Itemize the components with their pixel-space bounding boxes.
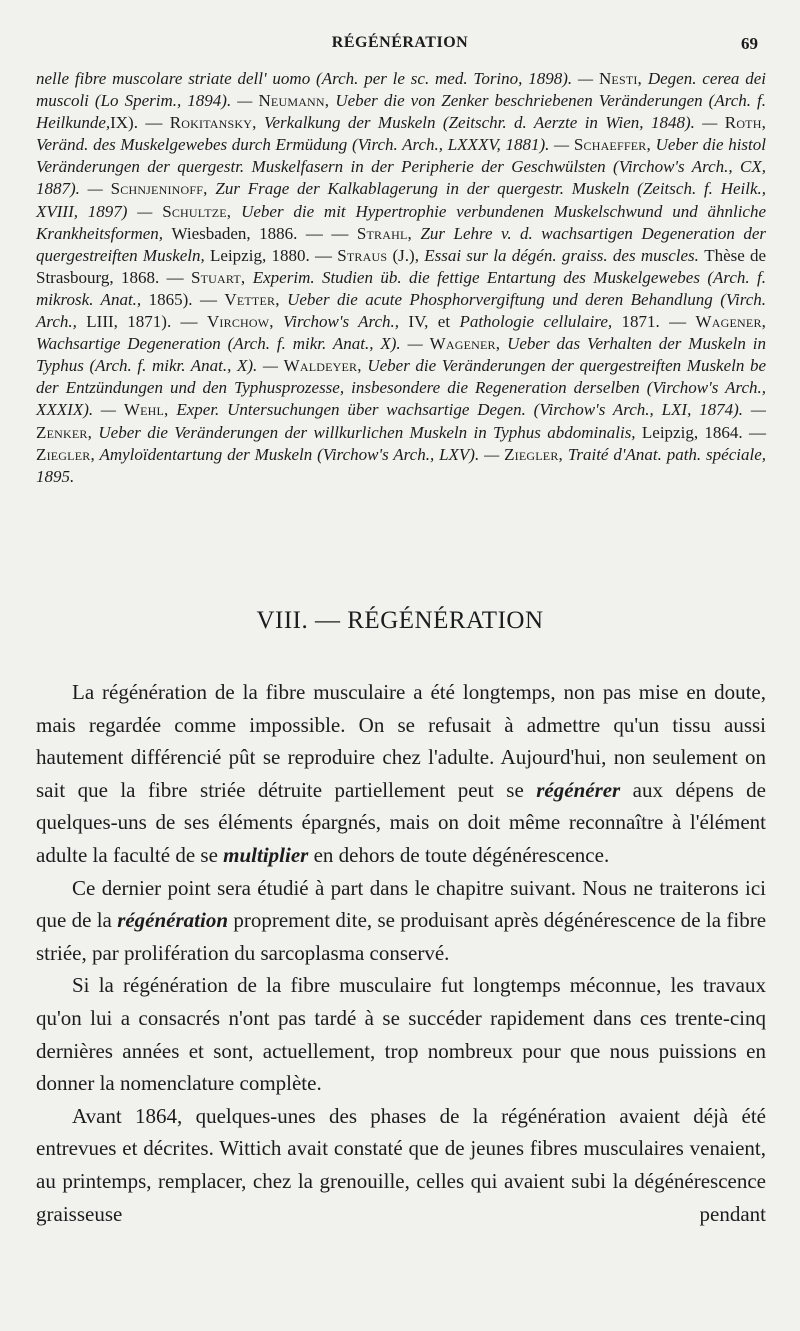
bib-author: Roth,: [724, 113, 767, 133]
bib-text-roman: Leipzig, 1880. —: [210, 245, 332, 265]
section-title: VIII. — RÉGÉNÉRATION: [256, 607, 544, 634]
bib-text: Traité d'Anat. path. spéciale, 1895.: [36, 444, 766, 486]
bib-author: Neumann,: [258, 91, 330, 111]
bib-text: Virchow's Arch.,: [283, 312, 400, 332]
bib-author: Ziegler,: [36, 444, 95, 464]
page-number: 69: [741, 34, 758, 53]
bib-text-roman: Thèse de Strasbourg, 1868. —: [36, 245, 767, 287]
bib-author: Ziegler,: [504, 444, 563, 464]
emphasis: multiplier: [223, 842, 309, 867]
bib-text: Ueber das Verhalten der Muskeln in Typhus (Arch. f. mikr. Anat., X). —: [36, 334, 767, 376]
bib-author: Schultze,: [162, 201, 232, 221]
bib-text-roman: 1871. —: [621, 312, 687, 332]
bib-text: Zur Lehre v. d. wachsartigen Degeneration der quergestreiften Muskeln,: [36, 223, 767, 265]
bib-author: Virchow,: [206, 312, 274, 332]
bib-text: Ueber die Veränderungen der willkurlichen Muskeln in Typhus abdominalis,: [98, 422, 636, 442]
paragraph: Avant 1864, quelques-unes des phases de la régénération avaient déjà été entrevues et décrites. Wittich avait constaté que de jeunes fibres musculaires venaient, au printemps, remplacer, chez la grenouille, celles qui avaient subi la dégénérescence graisseuse pendant: [36, 1103, 766, 1226]
bib-author: Wagener,: [429, 334, 501, 354]
paragraph-text: proprement dite, se produisant après dégénérescence de la fibre striée, par prolifération du sarcoplasma conservé.: [36, 908, 767, 965]
paragraph-text: Ce dernier point sera étudié à part dans le chapitre suivant. Nous ne traiterons ici que de la: [36, 875, 766, 933]
bib-text: Ueber die acute Phosphorvergiftung und deren Behandlung (Virch. Arch.,: [36, 289, 767, 332]
paragraph: Si la régénération de la fibre musculaire fut longtemps méconnue, les travaux qu'on lui a consacrés n'ont pas tardé à se succéder rapidement dans ces trente-cinq dernières années et sont, actuellement, trop nombreux pour que nous puissions en donner la nomenclature complète.: [36, 973, 766, 1096]
bib-text: Amyloïdentartung der Muskeln (Virchow's Arch., LXV). —: [99, 444, 500, 464]
bib-author: Zenker,: [36, 422, 93, 442]
bib-text: Degen. cerea dei muscoli (Lo Sperim., 1894). —: [36, 69, 767, 111]
bib-text: Pathologie cellulaire,: [459, 312, 613, 332]
bib-text-roman: IX). —: [110, 113, 163, 133]
bib-text-roman: 1865). —: [148, 289, 217, 309]
emphasis: régénération: [117, 908, 229, 933]
paragraph: [36, 872, 766, 970]
bib-text-roman: IV, et: [408, 312, 451, 332]
bib-author: Stuart,: [190, 267, 246, 287]
bib-author: Straus: [337, 245, 388, 265]
bib-text-roman: (J.),: [392, 245, 419, 265]
bib-author: Strahl,: [356, 223, 412, 243]
bib-text: Verkalkung der Muskeln (Zeitschr. d. Aerzte in Wien, 1848). —: [264, 113, 718, 133]
emphasis: régénérer: [536, 777, 621, 802]
body-text: [36, 676, 766, 1230]
bib-text-roman: LIII, 1871). —: [86, 312, 198, 332]
page-header: [36, 34, 764, 56]
bibliography-block: [36, 68, 766, 488]
paragraph: [36, 676, 766, 872]
bib-text: Veränd. des Muskelgewebes durch Ermüdung (Virch. Arch., LXXXV, 1881). —: [36, 135, 570, 155]
bib-author: Schnjeninoff,: [110, 179, 208, 199]
paragraph-text: en dehors de toute dégénérescence.: [313, 842, 610, 867]
paragraph-text: aux dépens de quelques-uns de ses éléments épargnés, mais on doit même reconnaître à l'élément adulte la faculté de se: [36, 777, 766, 867]
bib-text: Exper. Untersuchungen über wachsartige Degen. (Virchow's Arch., LXI, 1874). —: [176, 400, 766, 420]
bib-text: Experim. Studien üb. die fettige Entartung des Muskelgewebes (Arch. f. mikrosk. Anat.,: [36, 267, 767, 309]
bib-text: Ueber die von Zenker beschriebenen Veränderungen (Arch. f. Heilkunde,: [36, 91, 767, 133]
bib-text: nelle fibre muscolare striate dell' uomo (Arch. per le sc. med. Torino, 1898). —: [36, 69, 594, 88]
bib-text-roman: Leipzig, 1864. —: [641, 422, 767, 442]
bib-text: Ueber die mit Hypertrophie verbundenen Muskelschwund und ähnliche Krankheitsformen,: [36, 201, 767, 243]
paragraph-text: La régénération de la fibre musculaire a été longtemps, non pas mise en doute, mais regardée comme impossible. On se refusait à admettre qu'un tissu aussi hautement différencié pût se reproduire chez l'adulte. Aujourd'hui, non seulement on sait que la fibre striée détruite partiellement peut se: [36, 680, 766, 802]
bib-text: Ueber die Veränderungen der quergestreiften Muskeln be der Entzündungen und den Typhusprozesse, insbesondere die Regeneration derselben (Virchow's Arch., XXXIX). —: [36, 356, 767, 420]
bib-author: Rokitansky,: [169, 113, 257, 133]
bib-author: Nesti,: [598, 69, 642, 88]
bib-author: Waldeyer,: [283, 356, 362, 376]
bib-text: Essai sur la dégén. graiss. des muscles.: [424, 245, 699, 265]
bib-author: Vetter,: [224, 289, 280, 309]
bib-text: Wachsartige Degeneration (Arch. f. mikr. Anat., X). —: [36, 334, 423, 354]
bib-author: Wehl,: [123, 400, 169, 420]
bib-text-roman: Wiesbaden, 1886. — —: [171, 223, 349, 243]
bib-author: Wagener,: [695, 312, 767, 332]
running-title: RÉGÉNÉRATION: [331, 34, 469, 51]
bib-text: Zur Frage der Kalkablagerung in der quergestr. Muskeln (Zeitsch. f. Heilk., XVIII, 1897) —: [36, 179, 767, 221]
bib-text: Ueber die histol Veränderungen der quergestr. Muskelfasern in der Peripherie der Geschwülsten (Virchow's Arch., CX, 1887). —: [36, 135, 766, 199]
bib-author: Schaeffer,: [573, 135, 651, 155]
